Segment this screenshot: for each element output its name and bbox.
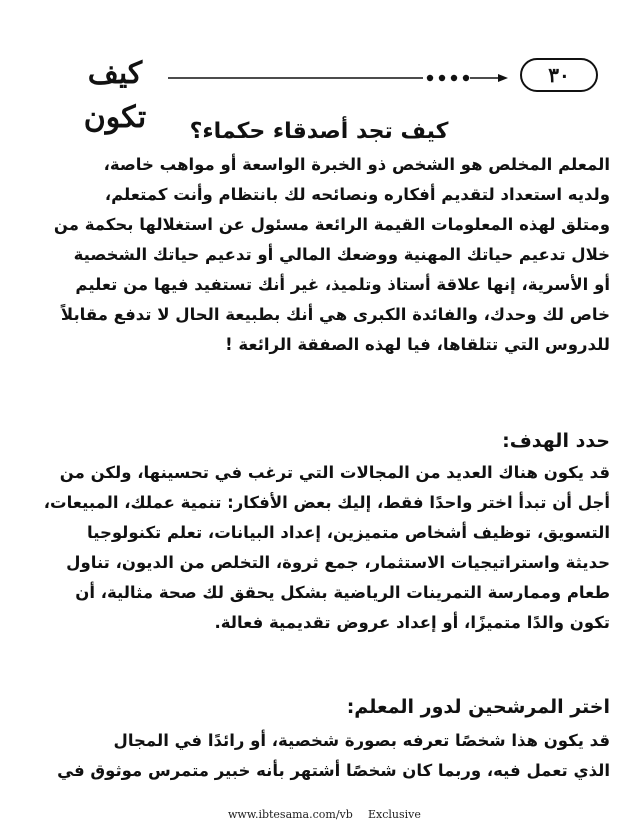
page-number-badge: ٣٠ (520, 58, 598, 92)
text-line: طعام وممارسة التمرينات الرياضية بشكل يحقق لك صحة مثالية، أن (75, 583, 610, 602)
paragraph-mentor-intro (44, 150, 610, 360)
text-line: قد يكون هناك العديد من المجالات التي ترغب في تحسينها، ولكن من (59, 463, 610, 482)
book-title: كيف تكون (83, 56, 147, 135)
paragraph-goal (44, 458, 610, 638)
text-line: أو الأسرية، إنها علاقة أستاذ وتلميذ، غير أنك تستفيد فيها من تعليم (75, 275, 610, 294)
page-footer (0, 808, 638, 822)
text-line: خلال تدعيم حياتك المهنية ووضعك المالي أو تدعيم حياتك الشخصية (73, 245, 610, 264)
section-heading-goal: حدد الهدف: (502, 430, 610, 452)
paragraph-candidates (44, 726, 610, 786)
text-line: للدروس التي تتلقاها، فيا لهذه الصفقة الرائعة ! (225, 335, 610, 354)
text-line: ولديه استعداد لتقديم أفكاره ونصائحه لك بانتظام وأنت كمتعلم، (104, 185, 610, 204)
section-heading-candidates: اختر المرشحين لدور المعلم: (346, 696, 610, 718)
footer-url: www.ibtesama.com/vb (228, 808, 353, 821)
text-line: أجل أن تبدأ اختر واحدًا فقط، إليك بعض الأفكار: تنمية عملك، المبيعات، (44, 493, 610, 512)
header-rule-ornament (168, 73, 516, 83)
footer-tag: Exclusive (368, 808, 421, 821)
text-line: ومتلق لهذه المعلومات القيمة الرائعة مسئول عن استغلالها بحكمة من (53, 215, 610, 234)
text-line: حديثة واستراتيجيات الاستثمار، جمع ثروة، التخلص من الديون، تناول (66, 553, 610, 572)
section-heading-friends: كيف تجد أصدقاء حكماء؟ (189, 119, 449, 144)
text-line: خاص لك وحدك، والفائدة الكبرى هي أنك بطبيعة الحال لا تدفع مقابلاً (60, 305, 610, 324)
text-line: المعلم المخلص هو الشخص ذو الخبرة الواسعة أو مواهب خاصة، (103, 155, 610, 174)
text-line: قد يكون هذا شخصًا تعرفه بصورة شخصية، أو رائدًا في المجال (113, 731, 610, 750)
text-line: التسويق، توظيف أشخاص متميزين، إعداد البيانات، تعلم تكنولوجيا (87, 523, 610, 542)
text-line: الذي تعمل فيه، وربما كان شخصًا أشتهر بأنه خبير متمرس موثوق في (57, 761, 610, 780)
text-line: تكون والدًا متميزًا، أو إعداد عروض تقديمية فعالة. (214, 613, 610, 632)
